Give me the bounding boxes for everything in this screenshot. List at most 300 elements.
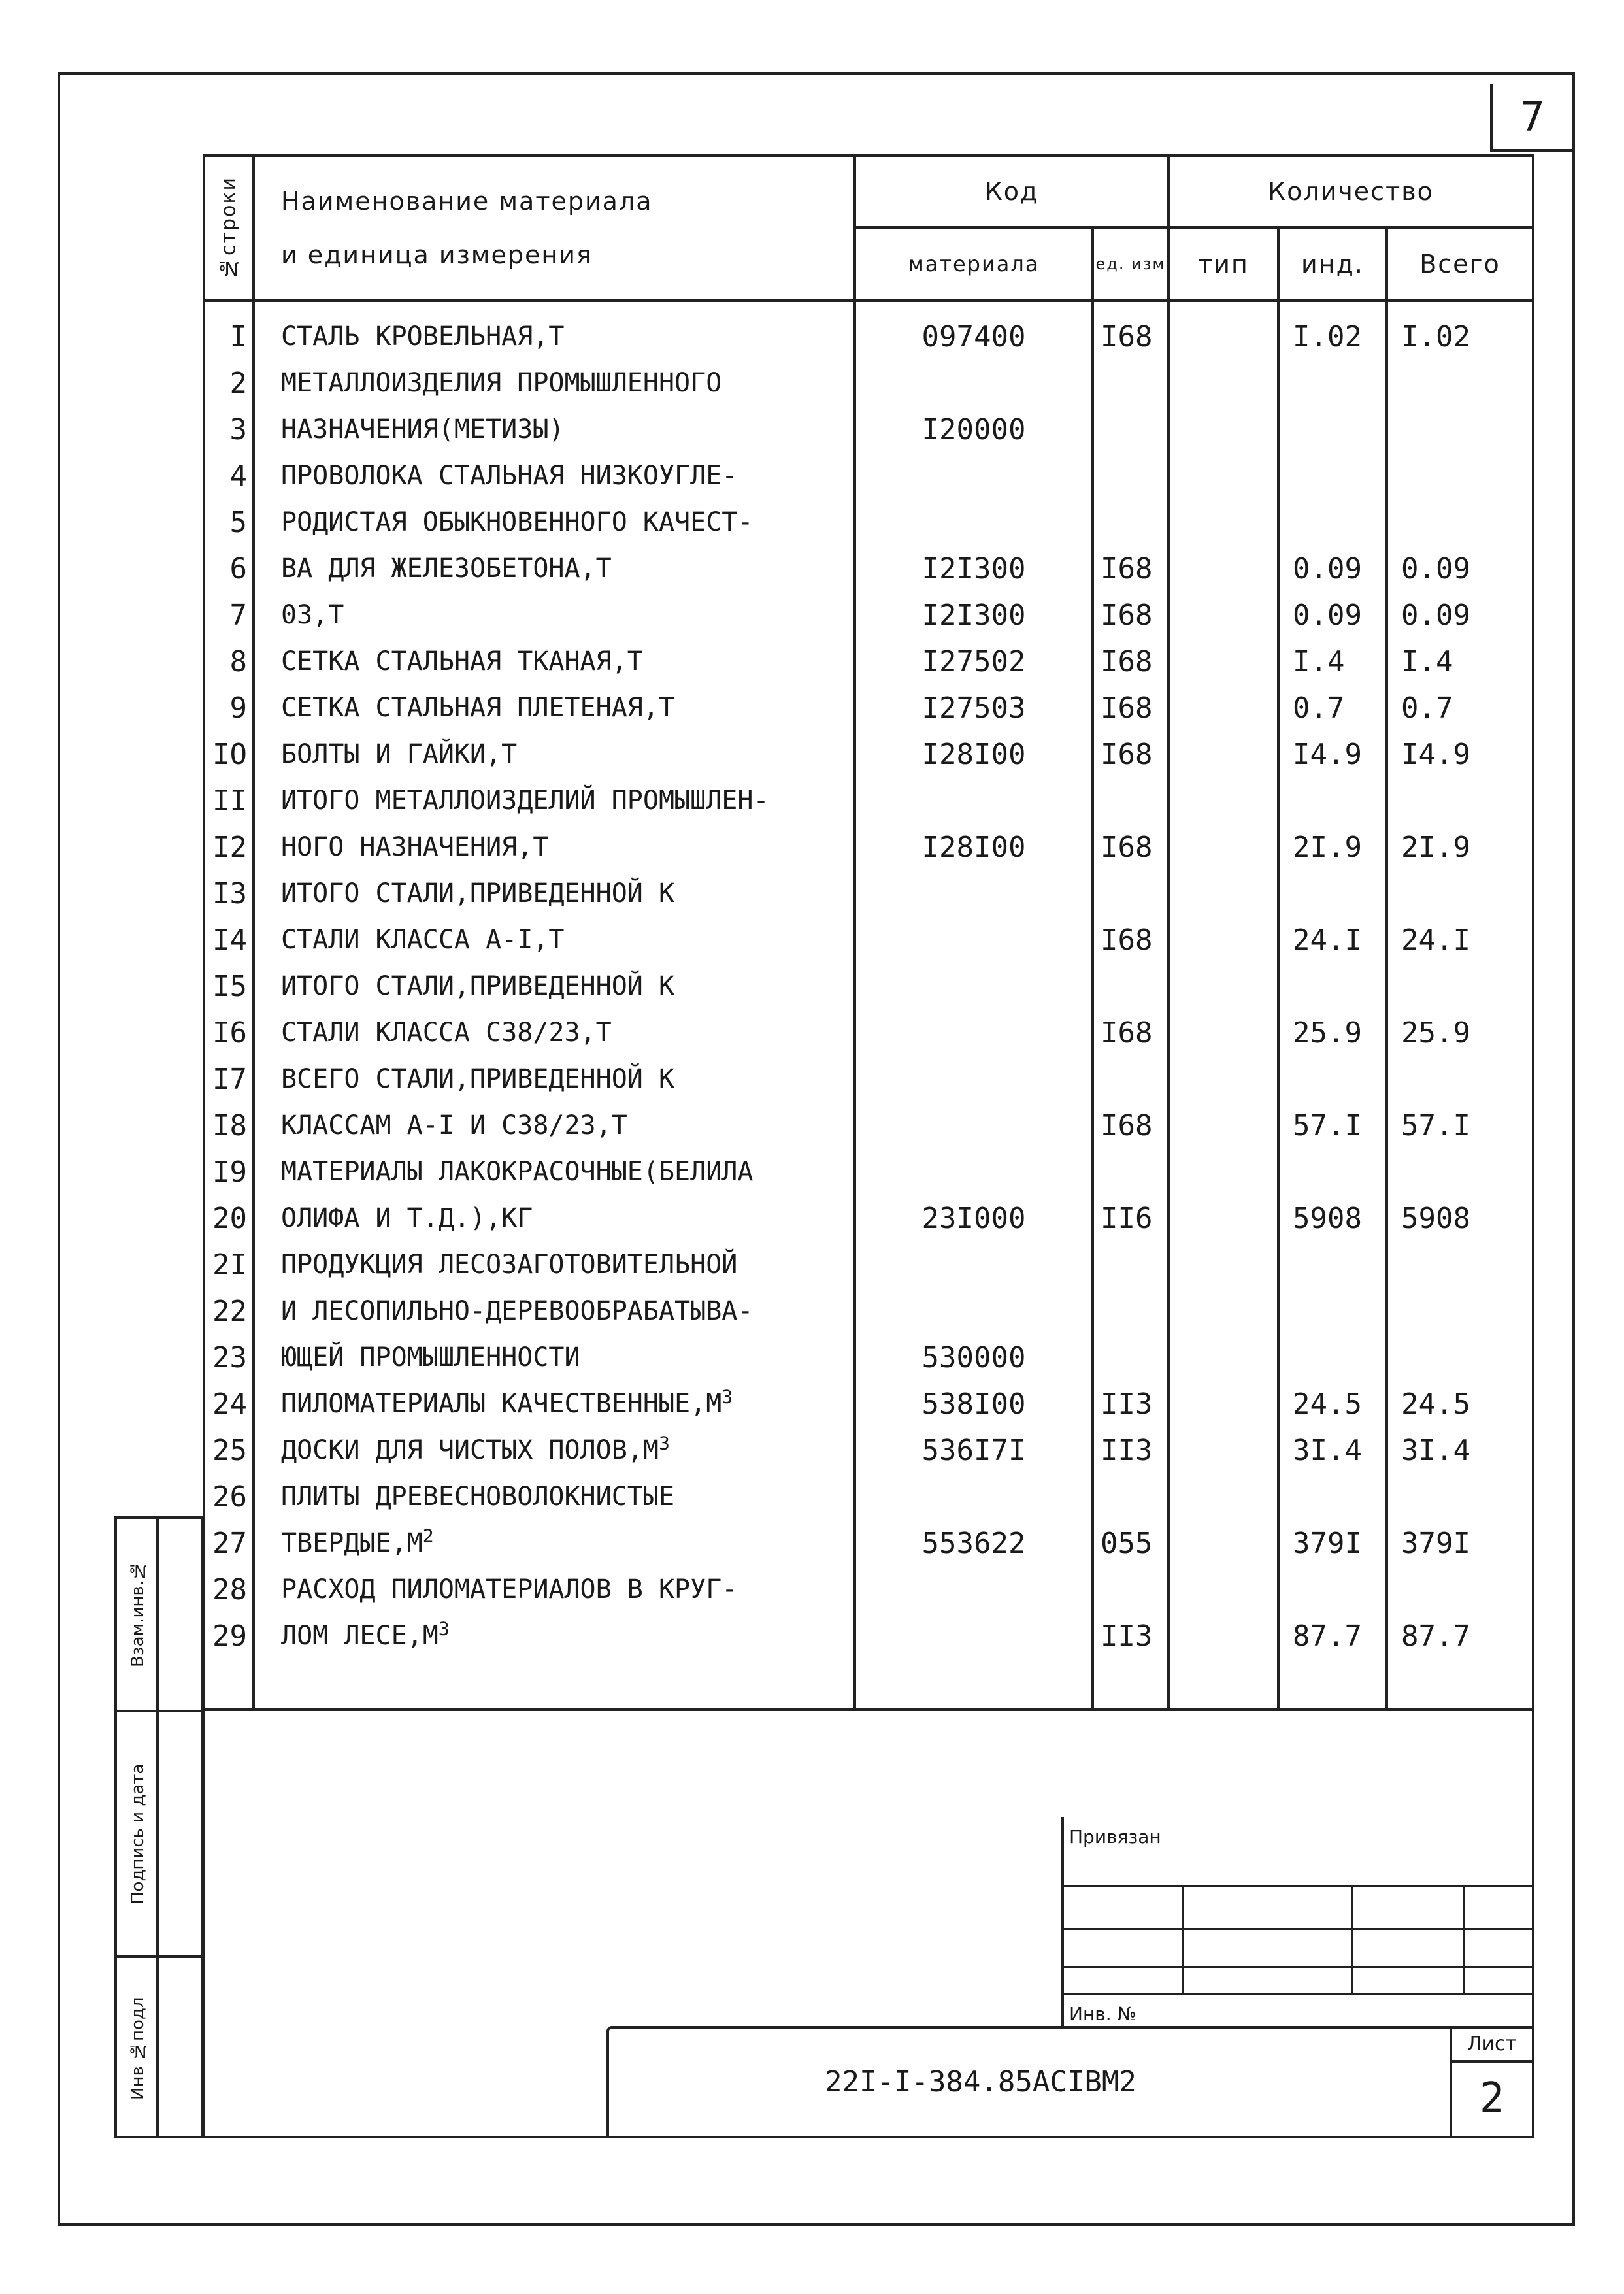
cell-unit-text: II3 [1101,1620,1153,1653]
cell-total [1388,1427,1532,1474]
cell-unit [1094,1520,1167,1567]
cell-tip [1170,963,1277,1010]
sheet-box [1450,2029,1532,2138]
cell-tip [1170,546,1277,592]
cell-unit-text: II3 [1101,1434,1153,1467]
cell-code-text: 097400 [921,320,1026,354]
cell-n [205,1381,252,1427]
cell-code [856,546,1091,592]
cell-total-text: I.02 [1401,320,1470,354]
cell-n [205,1149,252,1195]
cell-name [255,592,853,639]
cell-unit-text: I68 [1101,738,1153,771]
cell-n [205,1520,252,1567]
cell-n-text: 5 [229,506,247,539]
cell-n-text: I9 [212,1155,247,1189]
cell-total-text: 379I [1401,1527,1470,1560]
cell-name [255,453,853,499]
cell-tip [1170,314,1277,360]
cell-ind [1280,1567,1385,1613]
cell-ind [1280,1381,1385,1427]
page-number: 7 [1490,84,1572,152]
document-code: 22I-I-384.85АСIВМ2 [825,2065,1136,2099]
cell-tip [1170,1242,1277,1288]
cell-ind [1280,1056,1385,1103]
cell-total-text: 25.9 [1401,1016,1470,1050]
cell-name [255,1103,853,1149]
cell-n [205,824,252,871]
cell-total-text: 87.7 [1401,1620,1470,1653]
cell-code [856,1010,1091,1056]
cell-name-text: БОЛТЫ И ГАЙКИ,Т [281,739,518,769]
cell-code [856,453,1091,499]
cell-total-text: 5908 [1401,1202,1470,1235]
cell-n-text: I7 [212,1063,247,1096]
cell-total [1388,453,1532,499]
cell-code-text: 538I00 [921,1388,1026,1421]
cell-ind [1280,1010,1385,1056]
cell-n-text: 28 [212,1573,247,1606]
cell-n-text: 6 [229,552,247,586]
cell-n [205,1195,252,1242]
cell-n [205,963,252,1010]
cell-unit [1094,453,1167,499]
cell-unit [1094,731,1167,778]
cell-total [1388,1474,1532,1520]
cell-ind [1280,963,1385,1010]
title-block [606,2026,1534,2138]
cell-name-text: ЛОМ ЛЕСЕ,М [281,1621,439,1651]
cell-name [255,314,853,360]
cell-ind-text: 57.I [1293,1109,1362,1142]
cell-name-text: СТАЛЬ КРОВЕЛЬНАЯ,Т [281,322,565,352]
cell-unit [1094,360,1167,407]
cell-name-text: РАСХОД ПИЛОМАТЕРИАЛОВ В КРУГ- [281,1574,738,1604]
cell-ind-text: I.4 [1293,645,1345,678]
side-strip [114,1516,204,2138]
cell-code [856,1520,1091,1567]
header-name-line1: Наименование материала [281,187,653,216]
cell-n [205,1288,252,1335]
cell-unit [1094,963,1167,1010]
cell-name-text: ТВЕРДЫЕ,М [281,1528,423,1558]
cell-ind [1280,1613,1385,1659]
cell-unit [1094,1056,1167,1103]
cell-total [1388,1335,1532,1381]
cell-unit [1094,314,1167,360]
cell-code-text: I28I00 [921,831,1026,864]
cell-code [856,963,1091,1010]
cell-code [856,314,1091,360]
cell-total-text: 0.7 [1401,691,1453,725]
cell-code [856,1149,1091,1195]
cell-tip [1170,1288,1277,1335]
cell-unit-text: I68 [1101,599,1153,632]
cell-name-text: НАЗНАЧЕНИЯ(МЕТИЗЫ) [281,414,565,444]
cell-code [856,824,1091,871]
cell-tip [1170,499,1277,546]
cell-code [856,1567,1091,1613]
cell-code [856,639,1091,685]
cell-n-text: 24 [212,1388,247,1421]
signature-date-label: Подпись и дата [128,1763,148,1904]
cell-unit [1094,1288,1167,1335]
cell-n-text: 7 [229,599,247,632]
cell-n-text: 26 [212,1480,247,1514]
cell-n-text: 3 [229,413,247,446]
cell-code [856,1288,1091,1335]
cell-n [205,499,252,546]
cell-code [856,1474,1091,1520]
cell-code-text: I20000 [921,413,1026,446]
cell-ind [1280,685,1385,731]
cell-name-text: СТАЛИ КЛАССА А-I,Т [281,925,565,955]
sheet-label: Лист [1452,2029,1532,2063]
cell-code-text: 530000 [921,1341,1026,1374]
cell-unit [1094,1567,1167,1613]
cell-n [205,1010,252,1056]
cell-n-text: I5 [212,970,247,1003]
cell-unit [1094,917,1167,963]
cell-total [1388,314,1532,360]
cell-n [205,592,252,639]
cell-n-text: 27 [212,1527,247,1560]
cell-ind-text: 24.5 [1293,1388,1362,1421]
cell-code-text: I27503 [921,691,1026,725]
cell-tip [1170,1195,1277,1242]
cell-ind [1280,824,1385,871]
cell-tip [1170,1613,1277,1659]
cell-n-text: 2 [229,367,247,400]
cell-n [205,639,252,685]
cell-total [1388,685,1532,731]
cell-ind [1280,1195,1385,1242]
cell-unit [1094,1149,1167,1195]
cell-total [1388,1195,1532,1242]
cell-tip [1170,453,1277,499]
cell-name [255,871,853,917]
cell-n-text: 25 [212,1434,247,1467]
cell-name-text: ДОСКИ ДЛЯ ЧИСТЫХ ПОЛОВ,М [281,1435,659,1465]
cell-ind [1280,1288,1385,1335]
cell-n [205,1613,252,1659]
cell-code-text: I27502 [921,645,1026,678]
cell-code [856,1056,1091,1103]
cell-ind [1280,360,1385,407]
cell-tip [1170,685,1277,731]
cell-n-text: I4 [212,923,247,957]
cell-n-text: I3 [212,877,247,910]
cell-n-text: 4 [229,459,247,493]
cell-total-text: 0.09 [1401,599,1470,632]
cell-ind-text: I.02 [1293,320,1362,354]
cell-name-text: ВСЕГО СТАЛИ,ПРИВЕДЕННОЙ К [281,1064,675,1094]
stamp-bound-label: Привязан [1069,1826,1161,1848]
cell-n [205,1056,252,1103]
cell-ind [1280,546,1385,592]
header-code-group: Код [855,156,1168,227]
cell-ind [1280,778,1385,824]
cell-n [205,453,252,499]
cell-total [1388,1520,1532,1567]
cell-tip [1170,1010,1277,1056]
cell-name [255,1335,853,1381]
cell-name [255,1149,853,1195]
cell-total [1388,639,1532,685]
cell-tip [1170,407,1277,453]
cell-name [255,1520,853,1567]
cell-unit [1094,1381,1167,1427]
header-row-number: №строки [204,156,254,301]
cell-code [856,731,1091,778]
header-tip: тип [1168,227,1278,301]
cell-name-text: И ЛЕСОПИЛЬНО-ДЕРЕВООБРАБАТЫВА- [281,1296,754,1326]
cell-code [856,1613,1091,1659]
cell-ind [1280,592,1385,639]
cell-code [856,407,1091,453]
cell-name [255,1010,853,1056]
cell-total [1388,1056,1532,1103]
cell-tip [1170,1381,1277,1427]
cell-unit-text: I68 [1101,831,1153,864]
cell-total-text: I.4 [1401,645,1453,678]
cell-unit [1094,824,1167,871]
cell-name [255,1427,853,1474]
cell-name-text: 03,Т [281,600,344,630]
cell-tip [1170,1567,1277,1613]
cell-name-text: МЕТАЛЛОИЗДЕЛИЯ ПРОМЫШЛЕННОГО [281,368,722,398]
cell-total [1388,1149,1532,1195]
cell-n [205,360,252,407]
cell-unit [1094,871,1167,917]
cell-ind [1280,314,1385,360]
cell-name [255,1056,853,1103]
header-unit: ед. изм [1093,227,1168,301]
cell-ind-text: 24.I [1293,923,1362,957]
cell-ind [1280,1335,1385,1381]
cell-tip [1170,1103,1277,1149]
cell-unit-text: I68 [1101,691,1153,725]
cell-unit-text: I68 [1101,1016,1153,1050]
cell-total-text: 2I.9 [1401,831,1470,864]
cell-total [1388,824,1532,871]
cell-code [856,685,1091,731]
cell-tip [1170,639,1277,685]
cell-unit [1094,407,1167,453]
cell-n [205,1427,252,1474]
cell-total [1388,778,1532,824]
cell-n [205,1474,252,1520]
cell-unit [1094,1103,1167,1149]
materials-table [203,154,1534,1711]
cell-unit-text: 055 [1101,1527,1153,1560]
cell-total [1388,1567,1532,1613]
cell-tip [1170,778,1277,824]
names-column [254,301,855,1710]
cell-name-text: ОЛИФА И Т.Д.),КГ [281,1203,533,1233]
cell-name-text: СТАЛИ КЛАССА С38/23,Т [281,1018,612,1048]
cell-ind-text: 0.09 [1293,552,1362,586]
cell-tip [1170,1149,1277,1195]
cell-name-text: ПРОВОЛОКА СТАЛЬНАЯ НИЗКОУГЛЕ- [281,461,738,491]
unit-exponent: 2 [422,1525,434,1547]
cell-code [856,1381,1091,1427]
cell-name-text: ИТОГО СТАЛИ,ПРИВЕДЕННОЙ К [281,878,675,908]
cell-total-text: 57.I [1401,1109,1470,1142]
cell-tip [1170,592,1277,639]
cell-n-text: I8 [212,1109,247,1142]
cell-unit-text: II6 [1101,1202,1153,1235]
cell-n-text: 20 [212,1202,247,1235]
units-column [1093,301,1168,1710]
cell-name-text: СЕТКА СТАЛЬНАЯ ТКАНАЯ,Т [281,646,643,676]
sheet-number: 2 [1479,2074,1505,2123]
cell-name-text: ПЛИТЫ ДРЕВЕСНОВОЛОКНИСТЫЕ [281,1482,675,1512]
unit-exponent: 3 [658,1432,670,1454]
cell-total-text: 24.I [1401,923,1470,957]
cell-total-text: I4.9 [1401,738,1470,771]
cell-n [205,778,252,824]
stamp-inv-label: Инв. № [1069,2003,1136,2025]
replace-inv-label: Взам.инв.№ [128,1561,148,1668]
cell-unit-text: I68 [1101,645,1153,678]
cell-name [255,963,853,1010]
cell-code-text: 536I7I [921,1434,1026,1467]
cell-name [255,917,853,963]
ind-column [1278,301,1387,1710]
cell-ind-text: 0.7 [1293,691,1345,725]
cell-name-text: НОГО НАЗНАЧЕНИЯ,Т [281,832,549,862]
cell-unit-text: I68 [1101,1109,1153,1142]
cell-unit [1094,685,1167,731]
cell-ind [1280,1474,1385,1520]
cell-name-text: РОДИСТАЯ ОБЫКНОВЕННОГО КАЧЕСТ- [281,507,754,537]
header-quantity-group: Количество [1168,156,1533,227]
cell-n-text: II [212,784,247,818]
cell-name [255,499,853,546]
cell-ind-text: 379I [1293,1527,1362,1560]
cell-total [1388,1613,1532,1659]
cell-n-text: IO [212,738,247,771]
cell-name [255,1242,853,1288]
cell-n [205,917,252,963]
cell-name-text: СЕТКА СТАЛЬНАЯ ПЛЕТЕНАЯ,Т [281,693,675,723]
cell-code [856,1103,1091,1149]
cell-unit [1094,592,1167,639]
cell-tip [1170,731,1277,778]
cell-n [205,407,252,453]
cell-name [255,731,853,778]
cell-ind [1280,499,1385,546]
cell-name [255,1288,853,1335]
cell-name [255,1381,853,1427]
cell-n [205,685,252,731]
cell-name-text: ИТОГО СТАЛИ,ПРИВЕДЕННОЙ К [281,971,675,1001]
cell-n [205,1242,252,1288]
cell-name-text: ИТОГО МЕТАЛЛОИЗДЕЛИЙ ПРОМЫШЛЕН- [281,786,769,816]
header-total: Всего [1387,227,1533,301]
cell-unit [1094,546,1167,592]
binding-stamp [1061,1817,1534,2027]
cell-ind-text: 87.7 [1293,1620,1362,1653]
cell-unit [1094,639,1167,685]
cell-code [856,778,1091,824]
cell-tip [1170,1427,1277,1474]
cell-total-text: 24.5 [1401,1388,1470,1421]
cell-unit-text: I68 [1101,320,1153,354]
header-material-code: материала [855,227,1093,301]
cell-total [1388,499,1532,546]
cell-ind [1280,639,1385,685]
cell-unit [1094,1335,1167,1381]
row-numbers-column [204,301,254,1710]
cell-unit [1094,1242,1167,1288]
cell-unit [1094,1010,1167,1056]
cell-unit [1094,1474,1167,1520]
cell-total [1388,546,1532,592]
cell-ind-text: 2I.9 [1293,831,1362,864]
cell-tip [1170,1056,1277,1103]
cell-n-text: I2 [212,831,247,864]
cell-n-text: 8 [229,645,247,678]
cell-n-text: 23 [212,1341,247,1374]
cell-name [255,639,853,685]
cell-ind-text: 0.09 [1293,599,1362,632]
cell-name [255,824,853,871]
cell-name [255,407,853,453]
cell-ind [1280,453,1385,499]
header-name [254,156,855,301]
cell-tip [1170,1335,1277,1381]
cell-code [856,917,1091,963]
cell-ind [1280,1427,1385,1474]
cell-name [255,1613,853,1659]
cell-name-text: ПИЛОМАТЕРИАЛЫ КАЧЕСТВЕННЫЕ,М [281,1389,722,1419]
header-name-line2: и единица измерения [281,241,593,269]
cell-total [1388,592,1532,639]
cell-n [205,314,252,360]
tip-column [1168,301,1278,1710]
cell-total-text: 0.09 [1401,552,1470,586]
cell-n [205,731,252,778]
inv-orig-label: Инв №подл [128,1997,148,2100]
cell-unit [1094,1613,1167,1659]
cell-ind [1280,1520,1385,1567]
cell-code [856,1195,1091,1242]
cell-ind [1280,1149,1385,1195]
cell-n-text: 9 [229,691,247,725]
cell-ind [1280,1103,1385,1149]
cell-unit [1094,1427,1167,1474]
cell-code-text: I2I300 [921,552,1026,586]
unit-exponent: 3 [438,1618,450,1640]
cell-ind-text: 25.9 [1293,1016,1362,1050]
cell-code-text: 553622 [921,1527,1026,1560]
cell-code [856,1335,1091,1381]
cell-ind [1280,407,1385,453]
cell-code-text: 23I000 [921,1202,1026,1235]
cell-tip [1170,917,1277,963]
cell-unit [1094,499,1167,546]
cell-name [255,685,853,731]
cell-name-text: МАТЕРИАЛЫ ЛАКОКРАСОЧНЫЕ(БЕЛИЛА [281,1157,754,1187]
cell-code [856,1427,1091,1474]
cell-total [1388,1103,1532,1149]
cell-name [255,778,853,824]
cell-n-text: I6 [212,1016,247,1050]
cell-n-text: 22 [212,1295,247,1328]
cell-n [205,1335,252,1381]
